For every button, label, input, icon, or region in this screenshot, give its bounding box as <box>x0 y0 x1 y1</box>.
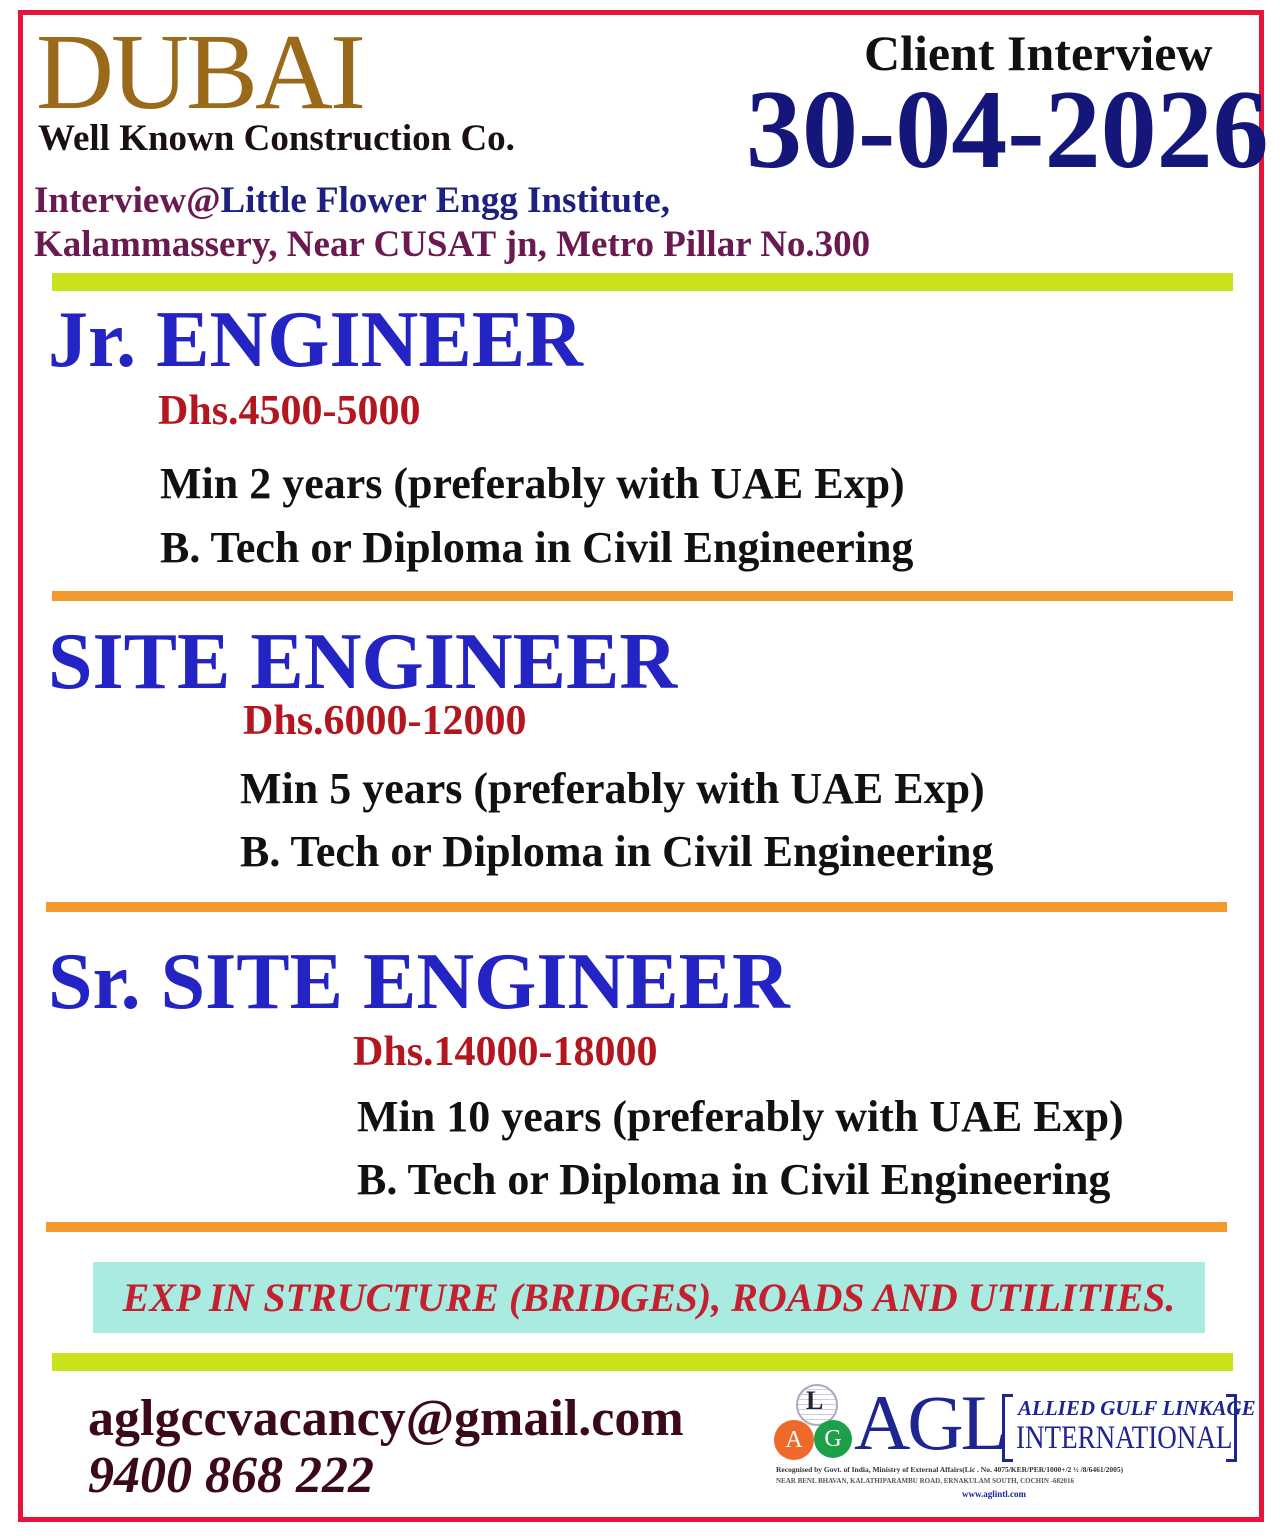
logo-letter: G <box>824 1425 842 1452</box>
job-salary: Dhs.6000-12000 <box>243 698 527 744</box>
job-title: Sr. SITE ENGINEER <box>48 938 790 1026</box>
job-title: SITE ENGINEER <box>48 618 678 706</box>
job-experience: Min 10 years (preferably with UAE Exp) <box>357 1092 1124 1141</box>
interview-date: 30-04-2026 <box>746 68 1269 192</box>
job-qualification: B. Tech or Diploma in Civil Engineering <box>357 1155 1111 1204</box>
divider <box>52 1353 1233 1371</box>
logo-letter: L <box>806 1386 824 1415</box>
job-salary: Dhs.4500-5000 <box>158 388 421 434</box>
contact-email[interactable]: aglgccvacancy@gmail.com <box>88 1390 684 1447</box>
agency-website[interactable]: www.aglintl.com <box>962 1489 1026 1499</box>
job-experience: Min 5 years (preferably with UAE Exp) <box>240 764 985 813</box>
job-qualification: B. Tech or Diploma in Civil Engineering <box>160 523 914 572</box>
contact-phone: 9400 868 222 <box>88 1447 374 1504</box>
job-salary: Dhs.14000-18000 <box>353 1029 658 1075</box>
company-name: Well Known Construction Co. <box>38 118 515 159</box>
agency-tagline: ALLIED GULF LINKAGE <box>1018 1396 1256 1420</box>
venue-name: Little Flower Engg Institute, <box>220 180 670 221</box>
logo-circle-green <box>814 1420 852 1458</box>
agency-subname: INTERNATIONAL <box>1016 1420 1233 1456</box>
interview-type: Client Interview <box>864 25 1213 81</box>
logo-circle-orange <box>774 1420 814 1460</box>
agency-license: Recognised by Govt. of India, Ministry of External Affairs(Lic . No. 4075/KER/PER/1000+/2 ½ /8/6461/2005) <box>776 1465 1124 1474</box>
job-qualification: B. Tech or Diploma in Civil Engineering <box>240 827 994 876</box>
venue-prefix: Interview@ <box>34 180 221 221</box>
bracket-left <box>1002 1394 1013 1462</box>
bracket-right <box>1226 1394 1237 1462</box>
interview-venue <box>34 182 670 219</box>
logo-letter: A <box>785 1426 803 1453</box>
job-experience: Min 2 years (preferably with UAE Exp) <box>160 459 905 508</box>
interview-address: Kalammassery, Near CUSAT jn, Metro Pillar No.300 <box>34 224 871 265</box>
experience-note-box <box>93 1262 1205 1333</box>
agency-logo <box>772 1379 1256 1504</box>
divider <box>52 591 1233 601</box>
job-title: Jr. ENGINEER <box>48 296 583 384</box>
agency-address: NEAR BENL BHAVAN, KALATHIPARAMBU ROAD, ERNAKULAM SOUTH, COCHIN -682016 <box>776 1477 1074 1485</box>
location-heading: DUBAI <box>36 13 363 132</box>
divider <box>46 1222 1227 1232</box>
divider <box>46 902 1227 912</box>
experience-note: EXP IN STRUCTURE (BRIDGES), ROADS AND UTILITIES. <box>122 1275 1176 1320</box>
divider <box>52 273 1233 291</box>
agency-name: AGL <box>854 1379 1006 1466</box>
